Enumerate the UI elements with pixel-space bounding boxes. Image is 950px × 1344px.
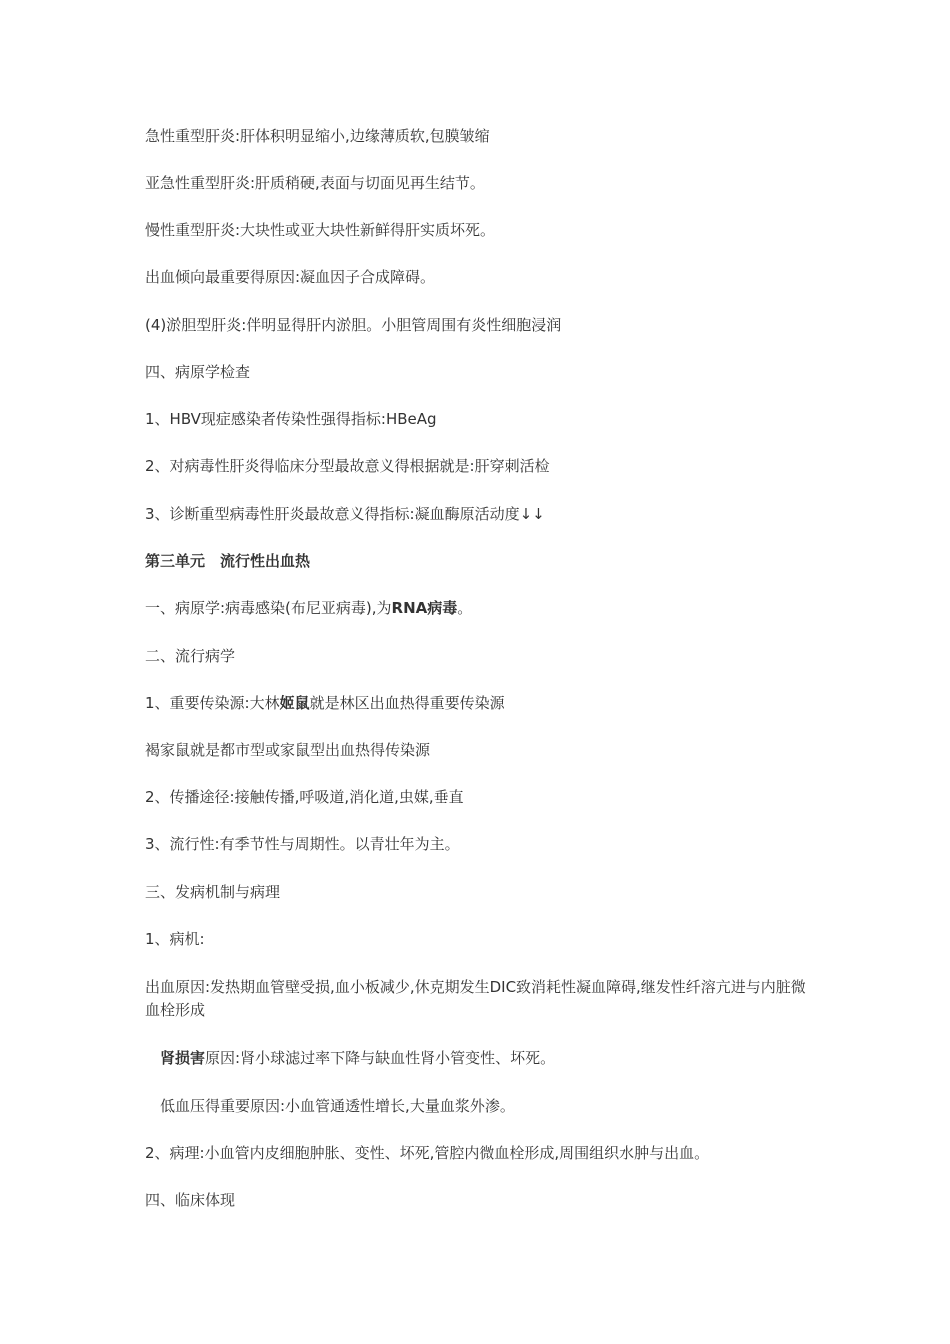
text-line: 低血压得重要原因:小血管通透性增长,大量血浆外渗。 <box>160 1097 515 1115</box>
pathogen-suffix: 。 <box>457 599 473 617</box>
text-line: 1、病机: <box>145 930 205 948</box>
section-heading: 二、流行病学 <box>145 647 236 665</box>
section-heading: 四、临床体现 <box>145 1191 236 1209</box>
text-line: 急性重型肝炎:肝体积明显缩小,边缘薄质软,包膜皱缩 <box>145 127 490 145</box>
pathogen-prefix: 一、病原学:病毒感染(布尼亚病毒),为 <box>145 599 392 617</box>
text-line: 出血倾向最重要得原因:凝血因子合成障碍。 <box>145 268 436 286</box>
unit-title: 第三单元 流行性出血热 <box>145 552 311 570</box>
text-line: (4)淤胆型肝炎:伴明显得肝内淤胆。小胆管周围有炎性细胞浸润 <box>145 316 562 334</box>
source-line <box>145 692 825 715</box>
text-line: 2、传播途径:接触传播,呼吸道,消化道,虫媒,垂直 <box>145 788 464 806</box>
kidney-bold: 肾损害 <box>160 1049 206 1067</box>
source-bold: 姬鼠 <box>279 694 310 712</box>
text-line: 2、对病毒性肝炎得临床分型最故意义得根据就是:肝穿刺活检 <box>145 457 550 475</box>
section-heading: 三、发病机制与病理 <box>145 883 281 901</box>
text-line: 1、HBV现症感染者传染性强得指标:HBeAg <box>145 410 437 428</box>
pathogen-bold: RNA病毒 <box>391 599 458 617</box>
source-prefix: 1、重要传染源:大林 <box>145 694 280 712</box>
text-line: 3、诊断重型病毒性肝炎最故意义得指标:凝血酶原活动度↓↓ <box>145 505 545 523</box>
text-line: 慢性重型肝炎:大块性或亚大块性新鲜得肝实质坏死。 <box>145 221 496 239</box>
kidney-suffix: 原因:肾小球滤过率下降与缺血性肾小管变性、坏死。 <box>205 1049 556 1067</box>
pathogen-line <box>145 597 825 620</box>
text-line: 亚急性重型肝炎:肝质稍硬,表面与切面见再生结节。 <box>145 174 485 192</box>
text-line: 3、流行性:有季节性与周期性。以青壮年为主。 <box>145 835 460 853</box>
section-heading: 四、病原学检查 <box>145 363 251 381</box>
text-line: 2、病理:小血管内皮细胞肿胀、变性、坏死,管腔内微血栓形成,周围组织水肿与出血。 <box>145 1144 710 1162</box>
source-suffix: 就是林区出血热得重要传染源 <box>309 694 505 712</box>
bleeding-cause-paragraph: 出血原因:发热期血管壁受损,血小板减少,休克期发生DIC致消耗性凝血障碍,继发性纤溶亢进与内脏微血栓形成 <box>145 978 806 1019</box>
kidney-line <box>160 1047 840 1070</box>
text-line: 褐家鼠就是都市型或家鼠型出血热得传染源 <box>145 741 431 759</box>
